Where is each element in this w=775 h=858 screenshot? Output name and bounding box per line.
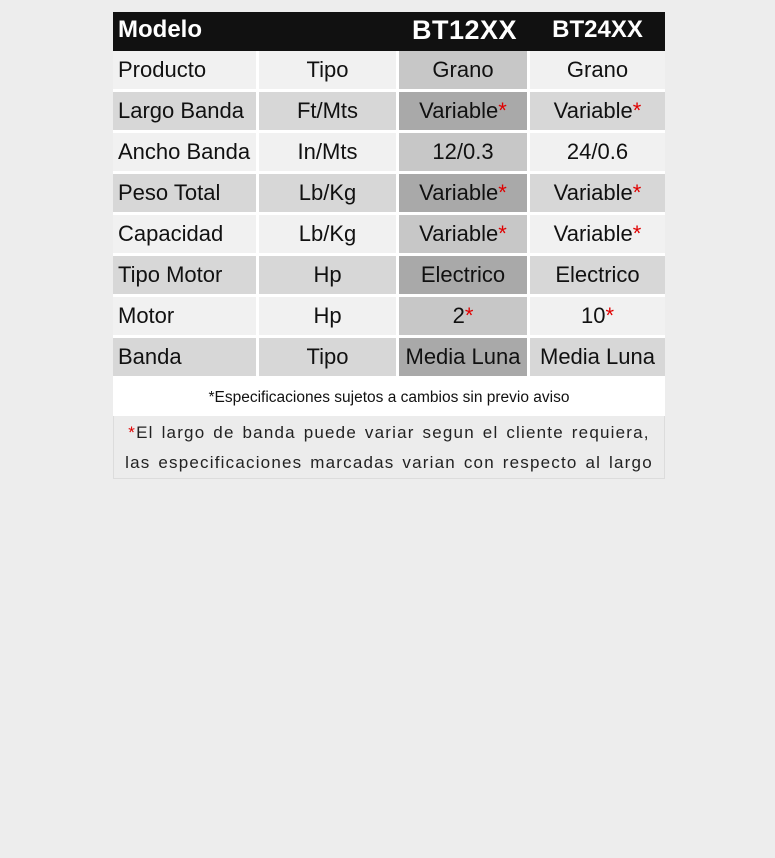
row-name: Motor [113,297,259,338]
row-name: Largo Banda [113,92,259,133]
row-value-model-2 [530,92,665,133]
row-value-model-1 [399,256,530,297]
value-text: Grano [432,57,494,82]
note-line-2: las especificaciones marcadas varian con respecto al largo [125,453,653,472]
row-unit: Hp [259,297,399,338]
value-text: Electrico [555,262,640,287]
row-name: Ancho Banda [113,133,259,174]
band-length-note [113,416,665,479]
table-row [113,174,665,215]
row-unit: Lb/Kg [259,215,399,256]
table-row [113,297,665,338]
asterisk-mark: * [498,180,507,205]
table-row [113,338,665,379]
header-unit-blank [259,12,399,51]
asterisk-mark: * [464,303,474,328]
table-row [113,51,665,92]
value-text: Grano [566,57,629,82]
row-name: Capacidad [113,215,259,256]
row-unit: Lb/Kg [259,174,399,215]
header-label: Modelo [113,12,259,51]
row-value-model-2 [530,215,665,256]
table-row [113,92,665,133]
asterisk-mark: * [632,221,642,246]
asterisk-mark: * [632,98,642,123]
row-value-model-2 [530,297,665,338]
value-text: Media Luna [405,344,521,369]
row-unit: Hp [259,256,399,297]
row-value-model-1 [399,297,530,338]
header-model-1: BT12XX [399,12,530,51]
row-value-model-1 [399,51,530,92]
row-value-model-1 [399,215,530,256]
asterisk-mark: * [128,423,137,442]
row-value-model-2 [530,133,665,174]
asterisk-mark: * [632,180,642,205]
row-value-model-1 [399,92,530,133]
spec-sheet [113,12,665,479]
value-text: 10 [580,303,606,328]
disclaimer-note: *Especificaciones sujetos a cambios sin previo aviso [113,376,665,416]
row-unit: In/Mts [259,133,399,174]
row-unit: Tipo [259,51,399,92]
value-text: Variable [553,221,633,246]
asterisk-mark: * [498,221,507,246]
value-text: Media Luna [540,344,655,369]
note-line-1-text: El largo de banda puede variar segun el cliente requiera, [136,423,650,442]
value-text: Variable [419,98,499,123]
table-row [113,256,665,297]
value-text: Variable [553,98,633,123]
value-text: Variable [553,180,633,205]
value-text: 24/0.6 [566,139,629,164]
note-line-1 [114,418,664,448]
row-unit: Tipo [259,338,399,379]
row-value-model-2 [530,256,665,297]
table-row [113,133,665,174]
value-text: Electrico [420,262,506,287]
row-value-model-2 [530,174,665,215]
row-value-model-2 [530,338,665,379]
spec-table [113,12,665,379]
row-unit: Ft/Mts [259,92,399,133]
row-value-model-2 [530,51,665,92]
value-text: Variable [419,180,499,205]
table-row [113,215,665,256]
asterisk-mark: * [498,98,507,123]
row-value-model-1 [399,174,530,215]
table-header-row [113,12,665,51]
value-text: 12/0.3 [432,139,494,164]
value-text: 2 [452,303,465,328]
row-value-model-1 [399,338,530,379]
row-name: Peso Total [113,174,259,215]
row-name: Banda [113,338,259,379]
row-name: Producto [113,51,259,92]
row-value-model-1 [399,133,530,174]
asterisk-mark: * [605,303,615,328]
row-name: Tipo Motor [113,256,259,297]
value-text: Variable [419,221,499,246]
header-model-2: BT24XX [530,12,665,51]
